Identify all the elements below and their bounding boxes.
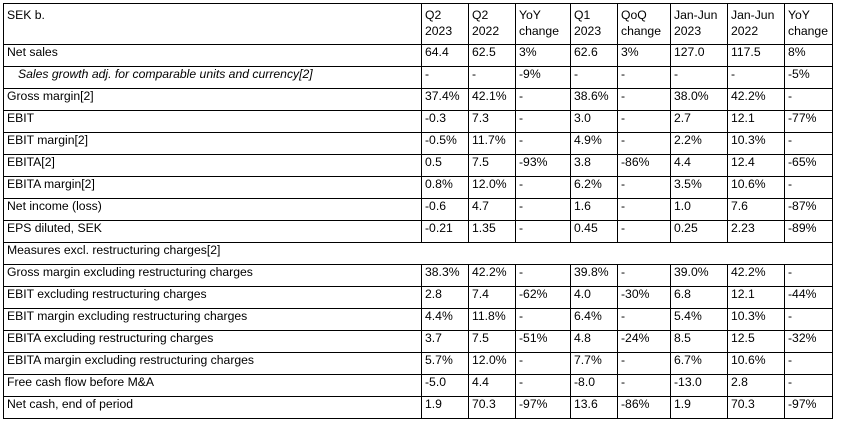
table-cell: 3% [618, 45, 671, 67]
table-cell: -32% [785, 331, 833, 353]
table-cell: 3.7 [422, 331, 469, 353]
table-cell: -44% [785, 287, 833, 309]
table-cell: 12.0% [469, 353, 516, 375]
table-cell: -86% [618, 397, 671, 419]
table-cell: 7.3 [469, 111, 516, 133]
column-header: Q1 2023 [571, 4, 618, 45]
column-header: Jan-Jun 2023 [671, 4, 728, 45]
table-cell: -30% [618, 287, 671, 309]
table-cell: -0.6 [422, 199, 469, 221]
table-cell: 4.9% [571, 133, 618, 155]
table-cell: 70.3 [469, 397, 516, 419]
table-cell: 7.5 [469, 331, 516, 353]
table-cell: 42.1% [469, 89, 516, 111]
row-label: Free cash flow before M&A [4, 375, 422, 397]
table-cell: 4.4 [671, 155, 728, 177]
table-cell: 10.3% [728, 309, 785, 331]
column-header: Q2 2022 [469, 4, 516, 45]
table-cell: 1.35 [469, 221, 516, 243]
table-cell: -0.5% [422, 133, 469, 155]
table-cell: - [785, 309, 833, 331]
table-cell: 3% [516, 45, 571, 67]
table-cell: 5.4% [671, 309, 728, 331]
table-cell: 10.6% [728, 353, 785, 375]
table-cell: - [516, 375, 571, 397]
table-cell: - [785, 133, 833, 155]
table-cell: -93% [516, 155, 571, 177]
row-label: Net income (loss) [4, 199, 422, 221]
row-label: Gross margin[2] [4, 89, 422, 111]
table-cell: -8.0 [571, 375, 618, 397]
table-row [4, 67, 833, 89]
table-cell: 42.2% [469, 265, 516, 287]
table-cell: - [785, 265, 833, 287]
table-cell: -97% [785, 397, 833, 419]
table-cell: -5.0 [422, 375, 469, 397]
table-cell: - [516, 353, 571, 375]
table-row [4, 199, 833, 221]
section-header-label: Measures excl. restructuring charges[2] [4, 243, 833, 265]
table-cell: - [785, 353, 833, 375]
table-cell: 4.8 [571, 331, 618, 353]
table-cell: 2.2% [671, 133, 728, 155]
table-cell: 1.9 [422, 397, 469, 419]
table-cell: 3.5% [671, 177, 728, 199]
table-row [4, 89, 833, 111]
table-cell: 7.4 [469, 287, 516, 309]
table-cell: 2.23 [728, 221, 785, 243]
row-label: EBITA excluding restructuring charges [4, 331, 422, 353]
table-cell: 6.4% [571, 309, 618, 331]
row-label: EBITA margin[2] [4, 177, 422, 199]
table-cell: 12.1 [728, 287, 785, 309]
table-cell: 127.0 [671, 45, 728, 67]
table-cell: -77% [785, 111, 833, 133]
table-row [4, 133, 833, 155]
table-cell: - [469, 67, 516, 89]
table-cell: - [618, 309, 671, 331]
table-cell: 70.3 [728, 397, 785, 419]
table-cell: 2.8 [422, 287, 469, 309]
table-cell: 6.2% [571, 177, 618, 199]
table-cell: 1.6 [571, 199, 618, 221]
table-cell: - [571, 67, 618, 89]
row-label: Net cash, end of period [4, 397, 422, 419]
header-row [4, 4, 833, 45]
row-label: Net sales [4, 45, 422, 67]
table-cell: - [618, 133, 671, 155]
table-cell: 4.4% [422, 309, 469, 331]
table-row [4, 309, 833, 331]
table-cell: -87% [785, 199, 833, 221]
table-cell: - [516, 221, 571, 243]
table-cell: - [516, 177, 571, 199]
table-cell: - [618, 89, 671, 111]
column-header: YoY change [516, 4, 571, 45]
table-cell: - [785, 177, 833, 199]
table-cell: 42.2% [728, 89, 785, 111]
table-cell: 38.3% [422, 265, 469, 287]
table-cell: 3.0 [571, 111, 618, 133]
table-cell: -5% [785, 67, 833, 89]
table-cell: - [618, 375, 671, 397]
row-label: Sales growth adj. for comparable units and currency[2] [4, 67, 422, 89]
table-cell: 3.8 [571, 155, 618, 177]
table-cell: -65% [785, 155, 833, 177]
row-label: Gross margin excluding restructuring charges [4, 265, 422, 287]
table-cell: 12.0% [469, 177, 516, 199]
table-cell: 37.4% [422, 89, 469, 111]
table-row [4, 331, 833, 353]
table-cell: -13.0 [671, 375, 728, 397]
table-cell: - [785, 89, 833, 111]
table-cell: - [618, 177, 671, 199]
table-row [4, 265, 833, 287]
row-label: EBITA[2] [4, 155, 422, 177]
table-cell: - [785, 375, 833, 397]
table-cell: 10.6% [728, 177, 785, 199]
table-cell: - [516, 111, 571, 133]
table-cell: - [618, 67, 671, 89]
table-cell: - [618, 111, 671, 133]
table-cell: 5.7% [422, 353, 469, 375]
table-cell: 6.8 [671, 287, 728, 309]
table-cell: 62.5 [469, 45, 516, 67]
table-cell: -51% [516, 331, 571, 353]
table-cell: 62.6 [571, 45, 618, 67]
table-row [4, 397, 833, 419]
table-cell: - [671, 67, 728, 89]
table-row [4, 221, 833, 243]
row-label: EPS diluted, SEK [4, 221, 422, 243]
row-label: EBITA margin excluding restructuring charges [4, 353, 422, 375]
table-row [4, 155, 833, 177]
table-cell: 8% [785, 45, 833, 67]
column-header: YoY change [785, 4, 833, 45]
table-cell: 12.5 [728, 331, 785, 353]
table-cell: 7.7% [571, 353, 618, 375]
column-header: Jan-Jun 2022 [728, 4, 785, 45]
table-cell: 64.4 [422, 45, 469, 67]
table-cell: 0.45 [571, 221, 618, 243]
financial-table-container [3, 3, 855, 419]
table-cell: 42.2% [728, 265, 785, 287]
column-header: QoQ change [618, 4, 671, 45]
table-row [4, 287, 833, 309]
table-cell: 1.0 [671, 199, 728, 221]
table-cell: 8.5 [671, 331, 728, 353]
table-cell: - [728, 67, 785, 89]
table-cell: -0.3 [422, 111, 469, 133]
financial-summary-table [3, 3, 833, 419]
table-cell: 7.6 [728, 199, 785, 221]
column-header: Q2 2023 [422, 4, 469, 45]
table-cell: 0.25 [671, 221, 728, 243]
table-row [4, 353, 833, 375]
table-cell: - [516, 309, 571, 331]
table-cell: - [618, 265, 671, 287]
table-cell: 1.9 [671, 397, 728, 419]
table-cell: 11.8% [469, 309, 516, 331]
table-cell: -62% [516, 287, 571, 309]
table-cell: 117.5 [728, 45, 785, 67]
table-cell: -9% [516, 67, 571, 89]
row-label: EBIT margin excluding restructuring charges [4, 309, 422, 331]
table-cell: - [516, 89, 571, 111]
table-cell: 7.5 [469, 155, 516, 177]
table-cell: 2.8 [728, 375, 785, 397]
table-cell: - [618, 221, 671, 243]
table-cell: 13.6 [571, 397, 618, 419]
row-label: EBIT margin[2] [4, 133, 422, 155]
header-label-cell: SEK b. [4, 4, 422, 45]
table-cell: 39.0% [671, 265, 728, 287]
table-cell: 39.8% [571, 265, 618, 287]
table-cell: 0.5 [422, 155, 469, 177]
table-cell: 4.0 [571, 287, 618, 309]
table-cell: - [618, 353, 671, 375]
table-cell: -24% [618, 331, 671, 353]
table-cell: 0.8% [422, 177, 469, 199]
table-cell: -0.21 [422, 221, 469, 243]
table-row [4, 111, 833, 133]
table-cell: 6.7% [671, 353, 728, 375]
table-cell: 4.4 [469, 375, 516, 397]
table-row [4, 375, 833, 397]
table-row [4, 177, 833, 199]
table-cell: -97% [516, 397, 571, 419]
table-cell: 38.6% [571, 89, 618, 111]
table-cell: 12.4 [728, 155, 785, 177]
table-cell: - [516, 199, 571, 221]
table-cell: 12.1 [728, 111, 785, 133]
table-row [4, 45, 833, 67]
table-cell: - [618, 199, 671, 221]
table-cell: -89% [785, 221, 833, 243]
table-cell: 11.7% [469, 133, 516, 155]
row-label: EBIT [4, 111, 422, 133]
table-cell: 10.3% [728, 133, 785, 155]
table-cell: -86% [618, 155, 671, 177]
table-cell: 38.0% [671, 89, 728, 111]
table-cell: - [516, 133, 571, 155]
table-cell: - [516, 265, 571, 287]
table-cell: - [422, 67, 469, 89]
table-cell: 2.7 [671, 111, 728, 133]
section-header-row [4, 243, 833, 265]
table-cell: 4.7 [469, 199, 516, 221]
row-label: EBIT excluding restructuring charges [4, 287, 422, 309]
